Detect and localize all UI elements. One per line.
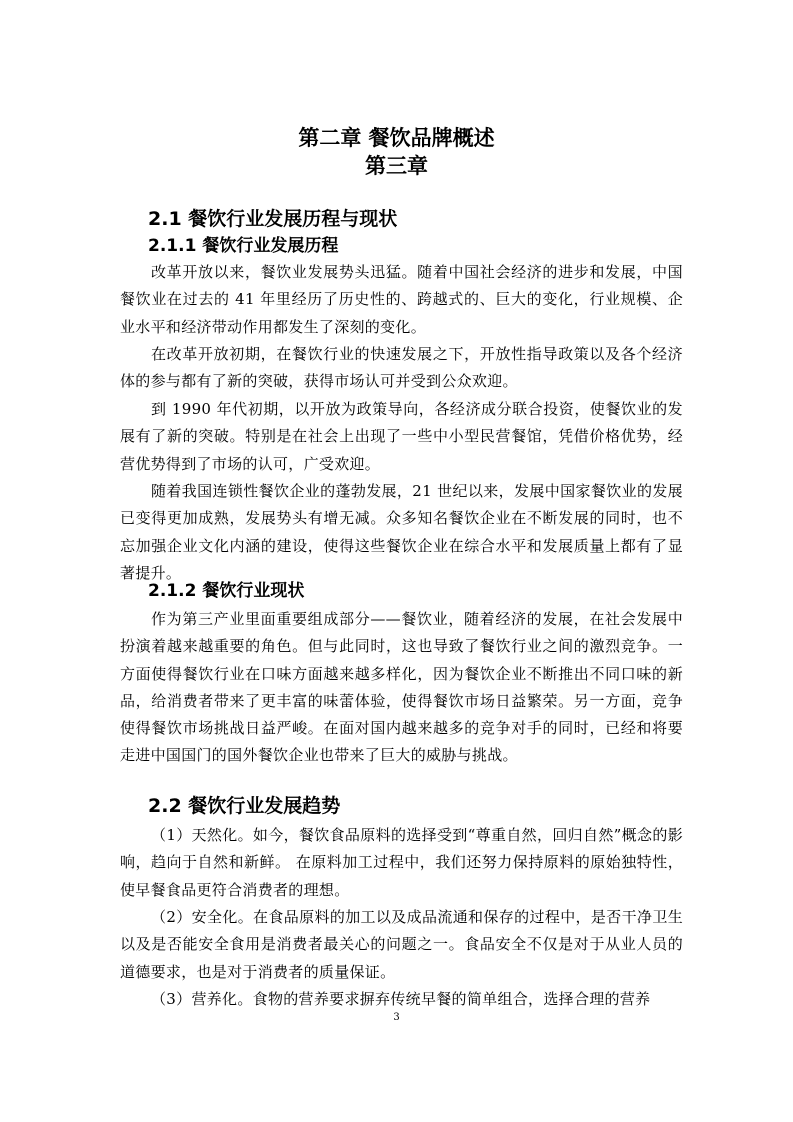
section-heading-2-2: 2.2 餐饮行业发展趋势 [148,795,341,817]
subsection-heading-2-1-1: 2.1.1 餐饮行业发展历程 [148,236,339,256]
section-heading-2-1: 2.1 餐饮行业发展历程与现状 [148,208,398,230]
paragraph: （1）天然化。如今，餐饮食品原料的选择受到“尊重自然，回归自然”概念的影响，趋向于自然和新鲜。 在原料加工过程中，我们还努力保持原料的原始独特性，使早餐食品更符合消费者的理想。 [120,826,683,899]
paragraph: 作为第三产业里面重要组成部分——餐饮业，随着经济的发展，在社会发展中扮演着越来越重要的角色。但与此同时，这也导致了餐饮行业之间的激烈竞争。一方面使得餐饮行业在口味方面越来越多样化，因为餐饮企业不断推出不同口味的新品，给消费者带来了更丰富的味蕾体验，使得餐饮市场日益繁荣。另一方面，竞争使得餐饮市场挑战日益严峻。在面对国内越来越多的竞争对手的同时，已经和将要走进中国国门的国外餐饮企业也带来了巨大的威胁与挑战。 [120,610,683,765]
paragraph: 随着我国连锁性餐饮企业的蓬勃发展，21 世纪以来，发展中国家餐饮业的发展已变得更加成熟，发展势头有增无减。众多知名餐饮企业在不断发展的同时，也不忘加强企业文化内涵的建设，使得这些餐饮企业在综合水平和发展质量上都有了显著提升。 [120,482,683,582]
paragraph: （2）安全化。在食品原料的加工以及成品流通和保存的过程中，是否干净卫生以及是否能安全食用是消费者最关心的问题之一。食品安全不仅是对于从业人员的道德要求，也是对于消费者的质量保证。 [120,908,683,981]
paragraph: 到 1990 年代初期，以开放为政策导向，各经济成分联合投资，使餐饮业的发展有了新的突破。特别是在社会上出现了一些中小型民营餐馆，凭借价格优势，经营优势得到了市场的认可，广受欢迎。 [120,400,683,473]
paragraph: 在改革开放初期，在餐饮行业的快速发展之下，开放性指导政策以及各个经济体的参与都有了新的突破，获得市场认可并受到公众欢迎。 [120,345,683,391]
chapter-subtitle: 第三章 [365,154,428,178]
subsection-heading-2-1-2: 2.1.2 餐饮行业现状 [148,581,305,601]
paragraph: （3）营养化。食物的营养要求摒弃传统早餐的简单组合，选择合理的营养 [151,990,651,1008]
paragraph: 改革开放以来，餐饮业发展势头迅猛。随着中国社会经济的进步和发展，中国餐饮业在过去的 41 年里经历了历史性的、跨越式的、巨大的变化，行业规模、企业水平和经济带动作用都发生了深刻的变化。 [120,263,683,336]
chapter-title: 第二章 餐饮品牌概述 [298,126,495,150]
page-number: 3 [393,1012,400,1023]
